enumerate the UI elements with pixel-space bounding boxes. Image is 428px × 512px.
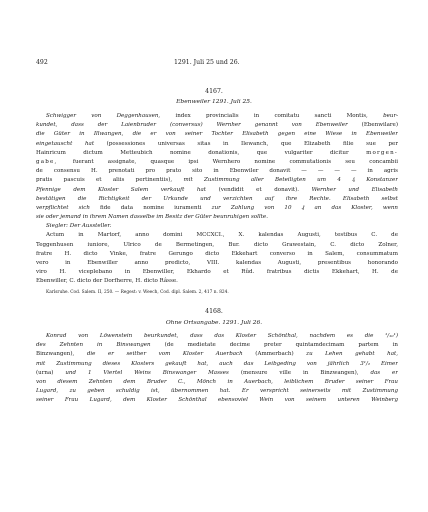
text-segment: Konrad von Löwenstein beurkundet, dass das Kloster Schönthal, nachdem es die ¹/₁₀¹)	[46, 333, 398, 339]
text-segment: seiner Frau Lugard, dem Kloster Schönthal ebensoviel Wein von seinem unteren Weinberg	[36, 397, 398, 404]
text-segment: die er seither vom Kloster Auerbach	[86, 351, 256, 358]
text-segment: (Ammerbach)	[255, 351, 307, 358]
text-line	[36, 195, 398, 204]
text-line	[36, 112, 398, 121]
text-segment: morgen-	[366, 149, 398, 156]
text-line	[36, 158, 398, 167]
text-line	[36, 268, 398, 277]
text-segment: (vendidit et donavit).	[218, 186, 312, 193]
document-date-line: Ebenweiler 1291. Juli 25.	[176, 99, 252, 105]
text-line	[36, 213, 398, 222]
text-segment: Pfennige dem Kloster Salem verkauft hat	[36, 186, 219, 193]
text-segment: Teggenhusen iuniore, Ulrico de Bermetingen, Bur. dicto Grawestain, C. dicto Zolner,	[36, 241, 398, 248]
text-segment: index provincialis in comitatu sancti Montis,	[175, 113, 384, 119]
text-segment: gabe,	[36, 158, 73, 165]
text-line	[36, 360, 398, 369]
text-line	[36, 277, 398, 286]
text-line	[36, 378, 398, 387]
text-segment: de consensu H. prenotati pro prato sito in Ebenwiler donavit — — — — in agris	[36, 168, 398, 175]
text-line	[36, 176, 398, 185]
text-segment: zur Zahlung von 10 ₰ an das Kloster, wenn	[211, 204, 398, 211]
text-segment: Wernher und Elisabeth	[311, 186, 398, 193]
text-segment: fratre H. dicto Vinke, fratre Gerungo dicto Ekkehart converso in Salem, consummatum	[36, 250, 398, 257]
text-line	[36, 204, 398, 213]
text-line	[36, 369, 398, 378]
text-line	[36, 130, 398, 139]
text-segment: von diesem Zehnten dem Bruder C., Mönch in Auerbach, leiblichem Bruder seiner Frau	[36, 378, 398, 385]
text-segment: beur-	[383, 113, 398, 119]
text-line	[36, 332, 398, 341]
text-line	[36, 140, 398, 149]
text-segment: fuerant assignate, quasque ipsi Wernhero nomine commutationis seu concambii	[72, 158, 398, 165]
text-segment: (possessiones universas sitas in Ilewanch, que Elizabeth filie sue per	[106, 140, 398, 147]
document-number: 4168.	[205, 308, 223, 315]
text-segment: bestätigen die Richtigkeit der Urkunde und verzichten auf ihre Rechte. Elisabeth selbst	[36, 195, 398, 202]
text-segment: (mensure ville in Binzwangen),	[240, 369, 371, 376]
text-segment: viro H. viceplebano in Ebenwiller, Ekhardo et Rûd. fratribus dictis Ekkehart, H. de	[36, 269, 398, 276]
text-segment: pratis pascuis et aliis pertinentiis),	[36, 177, 184, 184]
document-number: 4167.	[205, 88, 223, 95]
text-segment: Schwigger von Deggenhausen,	[46, 113, 176, 119]
text-segment: kundet, dass der Laienbruder (conversus) Wernher genannt von Ebenweiler	[36, 122, 362, 129]
text-line	[36, 396, 398, 405]
text-segment: mit Zustimmung dieses Klosters gekauft hat, auch das Leibgeding von jährlich 3¹/₂ Eimer	[36, 360, 398, 367]
text-segment: und 1 Viertel Weins Binswanger Masses	[65, 369, 241, 376]
text-segment: sie oder jemand in ihrem Namen dasselbe im Besitz der Güter beunruhigen sollte.	[36, 214, 268, 221]
text-segment: Siegler: Der Aussteller.	[46, 223, 112, 230]
text-segment: (Ebenwilare)	[361, 122, 398, 129]
text-segment: (de medietate decime preter quintamdecimam partem in	[164, 342, 398, 349]
text-line	[36, 250, 398, 259]
text-line	[36, 350, 398, 359]
text-segment: des Zehnten in Binswangen	[36, 342, 165, 349]
text-segment: mit Zustimmung aller Beteiligten um 4 ₰ Konstanzer	[183, 177, 398, 184]
text-segment: fide data nomine iuramenti	[100, 204, 212, 211]
page-header	[36, 59, 398, 69]
footnote: Karlsruhe. Cod. Salem. II, 250. — Regest: v. Weech, Cod. dipl. Salem. 2, 417 n. 824.	[46, 290, 229, 295]
text-segment: verpflichtet sich	[36, 204, 101, 211]
text-line	[36, 231, 398, 240]
text-segment: Lugard, zu geben schuldig ist, übernommen hat. Er verspricht seinerseits mit Zustimmung	[36, 388, 398, 395]
text-line	[36, 121, 398, 130]
text-segment: Actum in Martorf, anno domini MCCXCI., X. kalendas Augusti, testibus C. de	[46, 232, 398, 239]
text-segment: das er	[370, 369, 398, 376]
text-line	[36, 167, 398, 176]
text-segment: zu Lehen gehabt hat,	[306, 351, 398, 358]
text-line	[36, 186, 398, 195]
document-body	[36, 112, 398, 287]
text-line	[36, 241, 398, 250]
text-segment: die Güter in Illwangen, die er von seiner Tochter Elisabeth gegen eine Wiese in Ebenweiler	[36, 131, 398, 138]
text-line	[36, 259, 398, 268]
text-line	[36, 149, 398, 158]
text-line	[36, 341, 398, 350]
document-date-line: Ohne Ortsangabe. 1291. Juli 26.	[165, 320, 263, 326]
text-segment: Ebenwiller, C. dicto der Dorfherre, H. dicto Râsse.	[36, 278, 178, 285]
page-number: 492	[36, 59, 48, 66]
text-segment: Hainricum dictum Metteubich nomine donationis, que vulgariter dicitur	[36, 149, 367, 156]
running-title: 1291. Juli 25 und 26.	[174, 59, 240, 66]
document-body	[36, 332, 398, 406]
text-line	[36, 387, 398, 396]
text-segment: eingetauscht hat	[36, 140, 107, 147]
text-line	[36, 222, 398, 231]
text-segment: (urna)	[36, 369, 66, 376]
text-segment: Binzwangen),	[36, 351, 87, 358]
text-segment: vero in Ebenwiller anno predicto, VIII. kalendas Augusti, presentibus honorando	[36, 260, 398, 266]
